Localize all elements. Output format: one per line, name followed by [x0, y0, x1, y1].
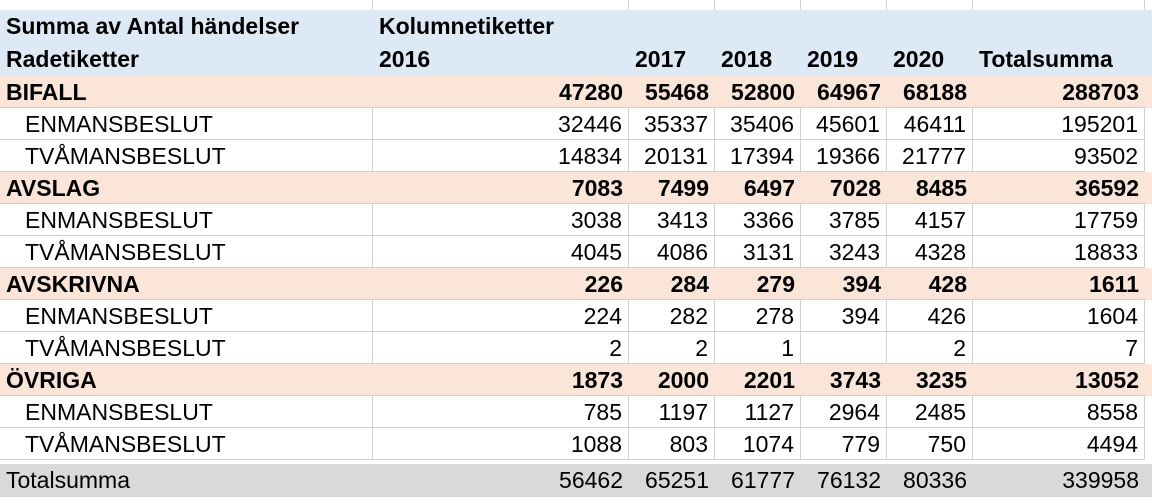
total-cell[interactable]: 8558 [973, 396, 1145, 428]
total-cell[interactable]: 1604 [973, 300, 1145, 332]
item-label[interactable]: ENMANSBESLUT [0, 300, 373, 332]
data-cell[interactable]: 2 [887, 332, 973, 364]
data-cell[interactable]: 1 [715, 332, 801, 364]
total-cell[interactable]: 13052 [973, 364, 1145, 396]
data-cell[interactable]: 2 [373, 332, 629, 364]
year-header[interactable]: 2017 [635, 46, 687, 72]
data-cell[interactable]: 68188 [887, 76, 973, 108]
group-label[interactable]: BIFALL [0, 76, 373, 108]
grand-total-row [0, 464, 1152, 497]
data-cell[interactable]: 394 [801, 300, 887, 332]
total-cell[interactable]: 195201 [973, 108, 1145, 140]
year-header[interactable]: 2020 [893, 46, 945, 72]
total-cell[interactable]: 1611 [973, 268, 1145, 300]
data-cell[interactable]: 394 [801, 268, 887, 300]
grand-total-cell[interactable]: 339958 [973, 464, 1145, 497]
grid-line [972, 0, 973, 10]
grid-line [800, 0, 801, 10]
total-cell[interactable]: 36592 [973, 172, 1145, 204]
data-cell[interactable]: 2964 [801, 396, 887, 428]
data-cell[interactable]: 76132 [801, 464, 887, 497]
data-cell[interactable]: 20131 [629, 140, 715, 172]
group-label[interactable]: AVSLAG [0, 172, 373, 204]
item-label[interactable]: TVÅMANSBESLUT [0, 140, 373, 172]
total-cell[interactable]: 4494 [973, 428, 1145, 460]
grid-line [628, 0, 629, 10]
table-row-group [0, 268, 1152, 300]
data-cell[interactable]: 8485 [887, 172, 973, 204]
row-labels-title[interactable]: Radetiketter [6, 46, 139, 72]
data-cell[interactable]: 279 [715, 268, 801, 300]
data-cell[interactable]: 1197 [629, 396, 715, 428]
data-cell[interactable]: 3413 [629, 204, 715, 236]
data-cell[interactable]: 19366 [801, 140, 887, 172]
total-cell[interactable]: 93502 [973, 140, 1145, 172]
table-row-group [0, 76, 1152, 108]
item-label[interactable]: ENMANSBESLUT [0, 396, 373, 428]
data-cell[interactable]: 1074 [715, 428, 801, 460]
header-row-1 [0, 10, 1152, 43]
grid-line [714, 0, 715, 10]
data-cell[interactable]: 32446 [373, 108, 629, 140]
data-cell[interactable]: 3785 [801, 204, 887, 236]
data-cell[interactable]: 21777 [887, 140, 973, 172]
data-cell[interactable]: 4157 [887, 204, 973, 236]
item-label[interactable]: TVÅMANSBESLUT [0, 428, 373, 460]
table-row [0, 108, 1152, 140]
data-cell[interactable]: 4328 [887, 236, 973, 268]
item-label[interactable]: TVÅMANSBESLUT [0, 332, 373, 364]
data-cell[interactable]: 2 [629, 332, 715, 364]
data-cell[interactable]: 3235 [887, 364, 973, 396]
grid-line [1144, 0, 1145, 10]
data-cell[interactable]: 226 [373, 268, 629, 300]
data-cell[interactable]: 7083 [373, 172, 629, 204]
table-row-group [0, 172, 1152, 204]
data-cell[interactable]: 65251 [629, 464, 715, 497]
data-cell[interactable]: 52800 [715, 76, 801, 108]
data-cell[interactable]: 7499 [629, 172, 715, 204]
year-header[interactable]: 2016 [379, 46, 431, 72]
grid-line [372, 0, 373, 10]
table-row [0, 428, 1152, 460]
year-header[interactable]: 2018 [721, 46, 773, 72]
data-cell[interactable]: 35406 [715, 108, 801, 140]
grand-total-label[interactable]: Totalsumma [0, 464, 373, 497]
data-cell[interactable]: 7028 [801, 172, 887, 204]
value-field-label[interactable]: Summa av Antal händelser [6, 13, 300, 39]
grid-line [886, 0, 887, 10]
data-cell[interactable]: 1088 [373, 428, 629, 460]
data-cell[interactable]: 428 [887, 268, 973, 300]
data-cell[interactable]: 3743 [801, 364, 887, 396]
data-cell[interactable]: 785 [373, 396, 629, 428]
table-row [0, 140, 1152, 172]
table-row [0, 300, 1152, 332]
data-cell[interactable]: 278 [715, 300, 801, 332]
data-cell[interactable]: 284 [629, 268, 715, 300]
data-cell[interactable]: 56462 [373, 464, 629, 497]
item-label[interactable]: ENMANSBESLUT [0, 108, 373, 140]
column-labels-title[interactable]: Kolumnetiketter [379, 13, 555, 39]
data-cell[interactable]: 14834 [373, 140, 629, 172]
data-cell[interactable]: 47280 [373, 76, 629, 108]
data-cell[interactable]: 803 [629, 428, 715, 460]
total-header[interactable]: Totalsumma [979, 46, 1113, 72]
data-cell[interactable]: 64967 [801, 76, 887, 108]
header-row-2 [0, 43, 1152, 76]
data-cell[interactable]: 426 [887, 300, 973, 332]
data-cell[interactable]: 17394 [715, 140, 801, 172]
table-row [0, 204, 1152, 236]
table-row [0, 332, 1152, 364]
data-cell[interactable]: 750 [887, 428, 973, 460]
table-row [0, 236, 1152, 268]
data-cell[interactable]: 1127 [715, 396, 801, 428]
data-cell[interactable]: 2485 [887, 396, 973, 428]
total-cell[interactable]: 18833 [973, 236, 1145, 268]
item-label[interactable]: ENMANSBESLUT [0, 204, 373, 236]
data-cell[interactable]: 282 [629, 300, 715, 332]
data-cell[interactable]: 1873 [373, 364, 629, 396]
data-cell[interactable]: 3366 [715, 204, 801, 236]
year-header[interactable]: 2019 [807, 46, 859, 72]
table-row-group [0, 364, 1152, 396]
data-cell[interactable]: 3243 [801, 236, 887, 268]
group-label[interactable]: AVSKRIVNA [0, 268, 373, 300]
data-cell[interactable]: 4086 [629, 236, 715, 268]
data-cell[interactable]: 55468 [629, 76, 715, 108]
data-cell[interactable]: 3038 [373, 204, 629, 236]
data-cell[interactable]: 2000 [629, 364, 715, 396]
data-cell[interactable]: 2201 [715, 364, 801, 396]
data-cell[interactable]: 6497 [715, 172, 801, 204]
data-cell[interactable] [801, 332, 887, 364]
total-cell[interactable]: 7 [973, 332, 1145, 364]
group-label[interactable]: ÖVRIGA [0, 364, 373, 396]
data-cell[interactable]: 4045 [373, 236, 629, 268]
data-cell[interactable]: 3131 [715, 236, 801, 268]
data-cell[interactable]: 61777 [715, 464, 801, 497]
data-cell[interactable]: 45601 [801, 108, 887, 140]
total-cell[interactable]: 288703 [973, 76, 1145, 108]
data-cell[interactable]: 80336 [887, 464, 973, 497]
data-cell[interactable]: 46411 [887, 108, 973, 140]
data-cell[interactable]: 779 [801, 428, 887, 460]
data-cell[interactable]: 35337 [629, 108, 715, 140]
data-cell[interactable]: 224 [373, 300, 629, 332]
total-cell[interactable]: 17759 [973, 204, 1145, 236]
item-label[interactable]: TVÅMANSBESLUT [0, 236, 373, 268]
table-row [0, 396, 1152, 428]
